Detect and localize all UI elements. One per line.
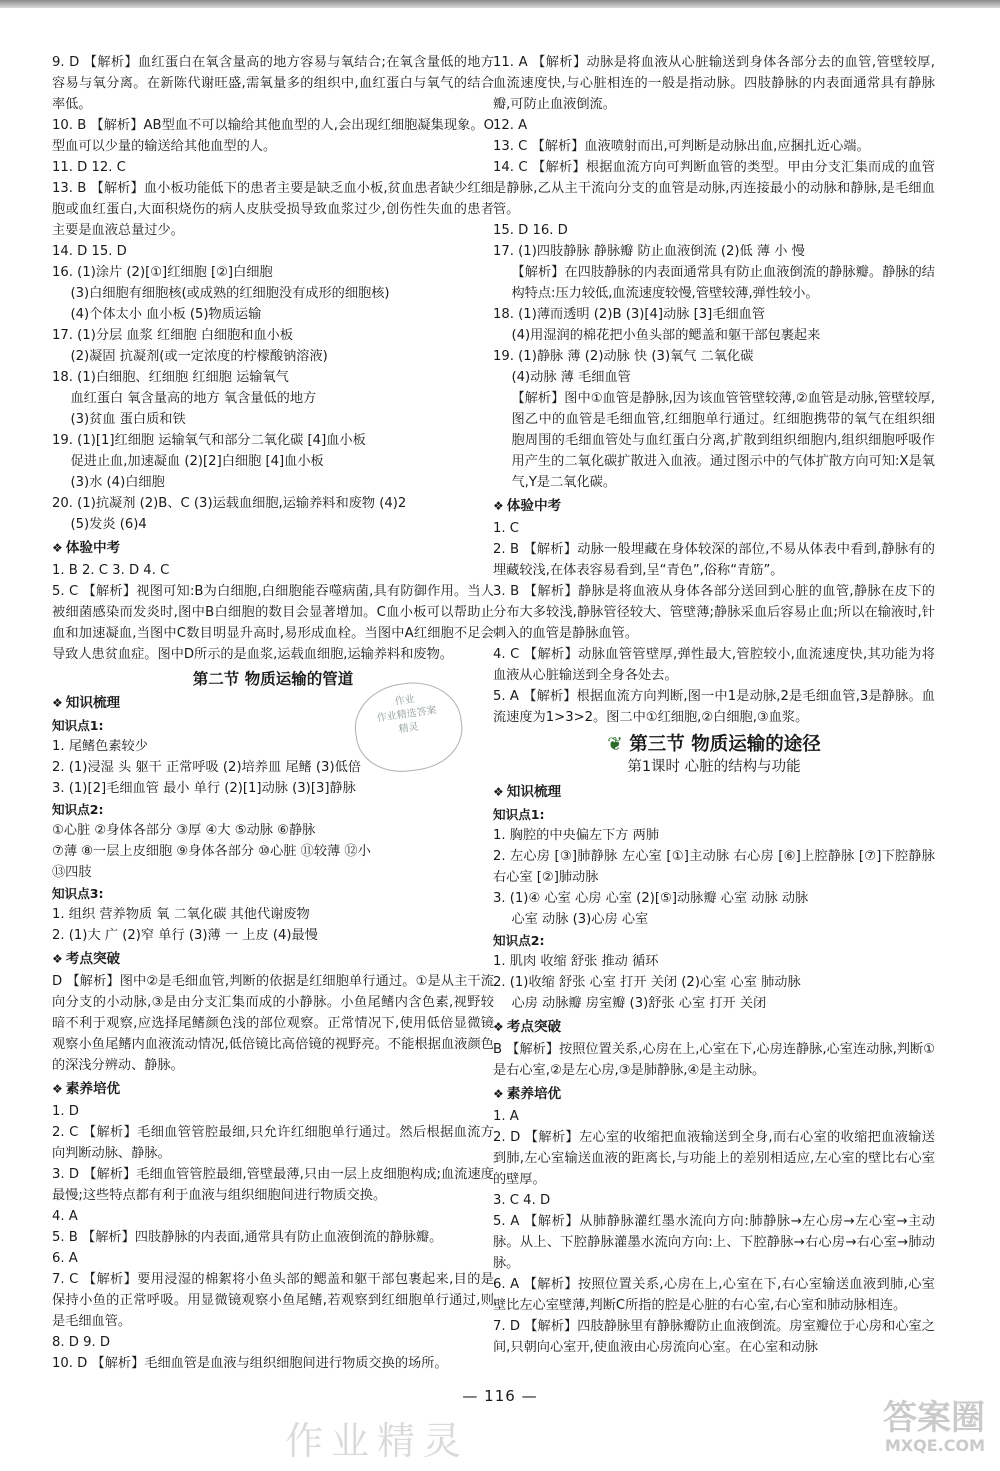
answer-line: ⑦薄 ⑧一层上皮细胞 ⑨身体各部分 ⑩心脏 ⑪较薄 ⑫小: [52, 844, 371, 859]
leaf-icon: ❦: [607, 734, 630, 755]
watermark-logo-text: 答案圈: [883, 1398, 985, 1438]
answer-line: 17. (1)分层 血浆 红细胞 白细胞和血小板: [52, 328, 294, 343]
answer-line: 【解析】在四肢静脉的内表面通常具有防止血液倒流的静脉瓣。静脉的结构特点:压力较低,血流速度较慢,管壁较薄,弹性较小。: [511, 265, 935, 301]
answer-line: 10. D 【解析】毛细血管是血液与组织细胞间进行物质交换的场所。: [52, 1356, 448, 1371]
answer-line: 13. B 【解析】血小板功能低下的患者主要是缺乏血小板,贫血患者缺少红细胞或血红蛋白,大面积烧伤的病人皮肤受损导致血浆过少,创伤性失血的患者主要是血液总量过少。: [52, 181, 494, 238]
answer-line: 5. A 【解析】从肺静脉灌红墨水流向方向:肺静脉→左心房→左心室→主动脉。从上、下腔静脉灌墨水流向方向:上、下腔静脉→右心房→右心室→肺动脉。: [493, 1214, 935, 1271]
page-number: — 116 —: [462, 1387, 538, 1405]
answer-line: 16. (1)涂片 (2)[①]红细胞 [②]白细胞: [52, 265, 273, 280]
answer-line: 2. (1)收缩 舒张 心室 打开 关闭 (2)心室 心室 肺动脉: [493, 975, 801, 990]
section-heading-text: 考点突破: [65, 951, 121, 967]
answer-line: 【解析】图中①血管是静脉,因为该血管管壁较薄,②血管是动脉,管壁较厚,图乙中的血管是毛细血管,红细胞单行通过。红细胞携带的氧气在组织细胞周围的毛细血管处与血红蛋白分离,扩散到组织细胞内,组织细胞呼吸作用产生的二氧化碳扩散进入血液。通过图示中的气体扩散方向可知:X是氧气,Y是二氧化碳。: [511, 391, 935, 490]
section-heading-text: 素养培优: [506, 1086, 562, 1102]
answer-line: 14. D 15. D: [52, 244, 127, 259]
answer-line: 11. D 12. C: [52, 160, 126, 175]
knowledge-point-label: 知识点1:: [52, 718, 104, 733]
section-marker-icon: ❖: [52, 696, 63, 710]
section-marker-icon: ❖: [493, 1020, 504, 1034]
section-heading-text: 素养培优: [65, 1081, 121, 1097]
answer-line: 8. D 9. D: [52, 1335, 111, 1350]
answer-line: ①心脏 ②身体各部分 ③厚 ④大 ⑤动脉 ⑥静脉: [52, 823, 316, 838]
answer-line: 19. (1)静脉 薄 (2)动脉 快 (3)氧气 二氧化碳: [493, 349, 754, 364]
answer-line: 14. C 【解析】根据血流方向可判断血管的类型。甲由分支汇集而成的血管是静脉,乙从主干流向分支的血管是动脉,丙连接最小的动脉和静脉,是毛细血管。: [493, 160, 935, 217]
answer-line: (4)用湿润的棉花把小鱼头部的鳃盖和躯干部包裹起来: [511, 328, 821, 343]
chapter-heading: [493, 734, 935, 755]
answer-line: 7. C 【解析】要用浸湿的棉絮将小鱼头部的鳃盖和躯干部包裹起来,目的是保持小鱼的正常呼吸。用显微镜观察小鱼尾鳍,若观察到红细胞单行通过,则是毛细血管。: [52, 1272, 494, 1329]
answer-line: (3)白细胞有细胞核(或成熟的红细胞没有成形的细胞核): [70, 286, 390, 301]
knowledge-point-label: 知识点2:: [52, 802, 104, 817]
chapter-heading-text: 第二节 物质运输的管道: [192, 670, 354, 688]
section-heading-text: 知识梳理: [506, 784, 562, 800]
answer-line: (4)个体太小 血小板 (5)物质运输: [70, 307, 262, 322]
answer-line: 18. (1)薄而透明 (2)B (3)[4]动脉 [3]毛细血管: [493, 307, 766, 322]
answer-line: 1. C: [493, 521, 519, 536]
answer-line: 血红蛋白 氧含量高的地方 氧含量低的地方: [70, 391, 317, 406]
section-marker-icon: ❖: [52, 541, 63, 555]
stamp-line: 精灵: [398, 721, 420, 736]
faint-watermark: 作业精灵: [285, 1419, 470, 1463]
section-heading-text: 体验中考: [506, 498, 562, 514]
knowledge-point-label: 知识点2:: [493, 933, 545, 948]
section-heading: [493, 496, 935, 517]
answer-line: 2. (1)大 广 (2)窄 单行 (3)薄 一 上皮 (4)最慢: [52, 928, 318, 943]
answer-line: 3. (1)[2]毛细血管 最小 单行 (2)[1]动脉 (3)[3]静脉: [52, 781, 356, 796]
answer-line: 3. D 【解析】毛细血管管腔最细,管壁最薄,只由一层上皮细胞构成;血流速度最慢;这些特点都有利于血液与组织细胞间进行物质交换。: [52, 1167, 494, 1203]
chapter-heading-text: 第三节 物质运输的途径: [629, 734, 821, 755]
answer-line: 9. D 【解析】血红蛋白在氧含量高的地方容易与氧结合;在氧含量低的地方容易与氧分离。在新陈代谢旺盛,需氧量多的组织中,血红蛋白与氧气的结合率低。: [52, 55, 494, 112]
answer-line: 2. (1)浸湿 头 躯干 正常呼吸 (2)培养皿 尾鳍 (3)低倍: [52, 760, 361, 775]
section-heading-text: 考点突破: [506, 1019, 562, 1035]
stamp-line: 作业精选答案: [376, 705, 438, 725]
answer-line: 3. B 【解析】静脉是将血液从身体各部分送回到心脏的血管,静脉在皮下的分布大多较浅,静脉管径较大、管壁薄;静脉采血后容易止血;所以在输液时,针刺入的血管是静脉血管。: [493, 584, 935, 641]
answer-line: 13. C 【解析】血液喷射而出,可判断是动脉出血,应捆扎近心端。: [493, 139, 870, 154]
watermark-logo: [820, 1400, 985, 1460]
section-heading-text: 体验中考: [65, 540, 121, 556]
section-heading-text: 知识梳理: [65, 695, 121, 711]
answer-line: 4. A: [52, 1209, 78, 1224]
answer-line: 1. B 2. C 3. D 4. C: [52, 563, 170, 578]
answer-line: D 【解析】图中②是毛细血管,判断的依据是红细胞单行通过。①是从主干流向分支的小动脉,③是由分支汇集而成的小静脉。小鱼尾鳍内含色素,视野较暗不利于观察,应选择尾鳍颜色浅的部位观察。正常情况下,使用低倍显微镜观察小鱼尾鳍内血液流动情况,低倍镜比高倍镜的视野亮。不能根据血液颜色的深浅分辨动、静脉。: [52, 974, 494, 1073]
answer-line: 6. A: [52, 1251, 78, 1266]
answer-line: (5)发炎 (6)4: [70, 517, 147, 532]
answer-line: 2. 左心房 [③]肺静脉 左心室 [①]主动脉 右心房 [⑥]上腔静脉 [⑦]下腔静脉 右心室 [②]肺动脉: [493, 849, 935, 885]
answer-line: 19. (1)[1]红细胞 运输氧气和部分二氧化碳 [4]血小板: [52, 433, 366, 448]
answer-line: 11. A 【解析】动脉是将血液从心脏输送到身体各部分去的血管,管壁较厚,血流速度快,与心脏相连的一般是指动脉。四肢静脉的内表面通常具有静脉瓣,可防止血液倒流。: [493, 55, 935, 112]
stamp-line: 作业: [394, 693, 416, 708]
page-top-edge: [0, 0, 1000, 8]
knowledge-point-label: 知识点3:: [52, 886, 104, 901]
section-marker-icon: ❖: [52, 952, 63, 966]
answer-line: (3)贫血 蛋白质和铁: [70, 412, 186, 427]
answer-line: 2. B 【解析】动脉一般埋藏在身体较深的部位,不易从体表中看到,静脉有的埋藏较浅,在体表容易看到,呈“青色”,俗称“青筋”。: [493, 542, 935, 578]
section-heading: [493, 1084, 935, 1105]
answer-line: (3)水 (4)白细胞: [70, 475, 165, 490]
section-heading: [493, 1017, 935, 1038]
answer-line: 17. (1)四肢静脉 静脉瓣 防止血液倒流 (2)低 薄 小 慢: [493, 244, 805, 259]
answer-line: 10. B 【解析】AB型血不可以输给其他血型的人,会出现红细胞凝集现象。O型血可以少量的输送给其他血型的人。: [52, 118, 494, 154]
answer-line: 2. C 【解析】毛细血管管腔最细,只允许红细胞单行通过。然后根据血流方向判断动脉、静脉。: [52, 1125, 494, 1161]
answer-line: 4. C 【解析】动脉血管管壁厚,弹性最大,管腔较小,血流速度快,其功能为将血液从心脏输送到全身各处去。: [493, 647, 935, 683]
answer-line: 18. (1)白细胞、红细胞 红细胞 运输氧气: [52, 370, 289, 385]
lesson-heading: 第1课时 心脏的结构与功能: [627, 759, 801, 775]
answer-line: 15. D 16. D: [493, 223, 568, 238]
answer-line: 6. A 【解析】按照位置关系,心房在上,心室在下,右心室输送血液到肺,心室壁比左心室壁薄,判断C所指的腔是心脏的右心室,右心室和肺动脉相连。: [493, 1277, 935, 1313]
answer-line: ⑬四肢: [52, 865, 92, 880]
answer-line: 1. 组织 营养物质 氧 二氧化碳 其他代谢废物: [52, 907, 310, 922]
answer-line: 1. 胸腔的中央偏左下方 两肺: [493, 828, 660, 843]
section-heading: [493, 782, 935, 803]
answer-line: 1. 尾鳍色素较少: [52, 739, 148, 754]
answer-line: 1. 肌肉 收缩 舒张 推动 循环: [493, 954, 659, 969]
answer-line: 促进止血,加速凝血 (2)[2]白细胞 [4]血小板: [70, 454, 324, 469]
answer-line: 7. D 【解析】四肢静脉里有静脉瓣防止血液倒流。房室瓣位于心房和心室之间,只朝向心室开,使血液由心房流向心室。在心室和动脉: [493, 1319, 935, 1355]
answer-line: 1. A: [493, 1109, 519, 1124]
answer-line: B 【解析】按照位置关系,心房在上,心室在下,心房连静脉,心室连动脉,判断①是右心室,②是左心房,③是肺静脉,④是主动脉。: [493, 1042, 935, 1078]
answer-line: (4)动脉 薄 毛细血管: [511, 370, 631, 385]
right-column: [493, 52, 935, 1358]
section-marker-icon: ❖: [493, 499, 504, 513]
answer-line: 3. C 4. D: [493, 1193, 551, 1208]
answer-line: 12. A: [493, 118, 528, 133]
answer-line: (2)凝固 抗凝剂(或一定浓度的柠檬酸钠溶液): [70, 349, 328, 364]
watermark-site: MXQE.COM: [884, 1436, 985, 1455]
section-marker-icon: ❖: [493, 1087, 504, 1101]
section-marker-icon: ❖: [52, 1082, 63, 1096]
answer-line: 20. (1)抗凝剂 (2)B、C (3)运载血细胞,运输养料和废物 (4)2: [52, 496, 407, 511]
answer-line: 1. D: [52, 1104, 79, 1119]
section-heading: [52, 1079, 494, 1100]
answer-line: 5. A 【解析】根据血流方向判断,图一中1是动脉,2是毛细血管,3是静脉。血流速度为1>3>2。图二中①红细胞,②白细胞,③血浆。: [493, 689, 935, 725]
knowledge-point-label: 知识点1:: [493, 807, 545, 822]
answer-line: 3. (1)④ 心室 心房 心室 (2)[⑤]动脉瓣 心室 动脉 动脉: [493, 891, 809, 906]
section-heading: [52, 538, 494, 559]
section-heading: [52, 949, 494, 970]
answer-line: 5. C 【解析】视图可知:B为白细胞,白细胞能吞噬病菌,具有防御作用。当人被细菌感染而发炎时,图中B白细胞的数目会显著增加。C血小板可以帮助止血和加速凝血,当图中C数目明显升高时,易形成血栓。当图中A红细胞不足会导致人患贫血症。图中D所示的是血浆,运载血细胞,运输养料和废物。: [52, 584, 494, 662]
answer-line: 心室 动脉 (3)心房 心室: [511, 912, 649, 927]
answer-line: 5. B 【解析】四肢静脉的内表面,通常具有防止血液倒流的静脉瓣。: [52, 1230, 443, 1245]
section-marker-icon: ❖: [493, 785, 504, 799]
answer-line: 心房 动脉瓣 房室瓣 (3)舒张 心室 打开 关闭: [511, 996, 767, 1011]
answer-line: 2. D 【解析】左心室的收缩把血液输送到全身,而右心室的收缩把血液输送到肺,左心室输送血液的距离长,与功能上的差别相适应,左心室的壁比右心室的壁厚。: [493, 1130, 935, 1187]
